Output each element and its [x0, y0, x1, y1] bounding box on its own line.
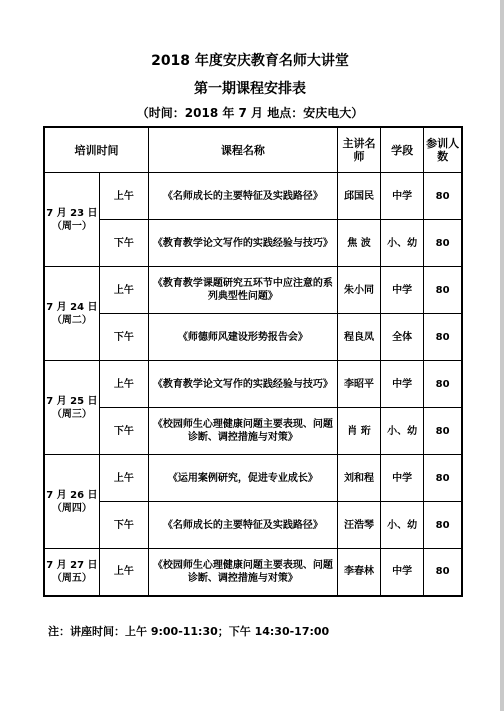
course-cell: 《教育教学课题研究五环节中应注意的系列典型性问题》: [148, 267, 337, 314]
level-cell: 全体: [381, 314, 424, 361]
header-training-time: 培训时间: [44, 127, 148, 173]
level-cell: 中学: [381, 173, 424, 220]
table-row: [44, 455, 462, 502]
header-row: [44, 127, 462, 173]
course-cell: 《名师成长的主要特征及实践路径》: [148, 502, 337, 549]
table-row: [44, 173, 462, 220]
period-cell: 上午: [99, 361, 148, 408]
date-cell: [44, 267, 99, 361]
period-cell: 下午: [99, 408, 148, 455]
date-text: 7 月 27 日: [46, 559, 98, 571]
period-cell: 上午: [99, 549, 148, 596]
count-cell: 80: [424, 173, 462, 220]
document-title: 2018 年度安庆教育名师大讲堂: [151, 53, 349, 69]
lecturer-cell: 邱国民: [337, 173, 380, 220]
weekday-text: （周二）: [51, 314, 92, 326]
count-cell: 80: [424, 502, 462, 549]
date-cell: [44, 173, 99, 267]
date-text: 7 月 24 日: [46, 301, 98, 313]
level-cell: 小、幼: [381, 220, 424, 267]
course-cell: 《校园师生心理健康问题主要表现、问题诊断、调控措施与对策》: [148, 549, 337, 596]
level-cell: 中学: [381, 455, 424, 502]
level-cell: 中学: [381, 267, 424, 314]
lecturer-cell: 李昭平: [337, 361, 380, 408]
table-row: [44, 549, 462, 596]
table-row: [44, 267, 462, 314]
course-cell: 《师德师风建设形势报告会》: [148, 314, 337, 361]
period-cell: 上午: [99, 173, 148, 220]
date-cell: [44, 455, 99, 549]
table-row: [44, 361, 462, 408]
course-cell: 《校园师生心理健康问题主要表现、问题诊断、调控措施与对策》: [148, 408, 337, 455]
header-course-name: 课程名称: [148, 127, 337, 173]
period-cell: 下午: [99, 220, 148, 267]
period-cell: 上午: [99, 267, 148, 314]
count-cell: 80: [424, 455, 462, 502]
date-text: 7 月 25 日: [46, 395, 98, 407]
lecturer-cell: 李春林: [337, 549, 380, 596]
page-edge: [500, 0, 504, 711]
date-cell: [44, 549, 99, 596]
count-cell: 80: [424, 267, 462, 314]
weekday-text: （周三）: [51, 408, 92, 420]
period-cell: 下午: [99, 502, 148, 549]
schedule-note: 注：讲座时间：上午 9:00-11:30；下午 14:30-17:00: [48, 625, 330, 638]
weekday-text: （周一）: [51, 220, 92, 232]
period-cell: 上午: [99, 455, 148, 502]
weekday-text: （周五）: [51, 572, 92, 584]
lecturer-cell: 汪浩琴: [337, 502, 380, 549]
level-cell: 中学: [381, 549, 424, 596]
count-cell: 80: [424, 549, 462, 596]
weekday-text: （周四）: [51, 502, 92, 514]
count-cell: 80: [424, 361, 462, 408]
lecturer-cell: 肖 珩: [337, 408, 380, 455]
lecturer-cell: 程良凤: [337, 314, 380, 361]
count-cell: 80: [424, 220, 462, 267]
course-cell: 《教育教学论文写作的实践经验与技巧》: [148, 220, 337, 267]
date-text: 7 月 23 日: [46, 207, 98, 219]
count-cell: 80: [424, 408, 462, 455]
document-time-location: （时间：2018 年 7 月 地点：安庆电大）: [136, 106, 364, 120]
table-row: [44, 220, 462, 267]
document-subtitle: 第一期课程安排表: [194, 81, 306, 97]
header-lecturer: 主讲名师: [337, 127, 380, 173]
header-count: 参训人数: [424, 127, 462, 173]
lecturer-cell: 焦 波: [337, 220, 380, 267]
course-cell: 《运用案例研究，促进专业成长》: [148, 455, 337, 502]
date-cell: [44, 361, 99, 455]
period-cell: 下午: [99, 314, 148, 361]
level-cell: 小、幼: [381, 502, 424, 549]
lecturer-cell: 刘和程: [337, 455, 380, 502]
table-row: [44, 314, 462, 361]
count-cell: 80: [424, 314, 462, 361]
level-cell: 中学: [381, 361, 424, 408]
lecturer-cell: 朱小同: [337, 267, 380, 314]
table-row: [44, 502, 462, 549]
date-text: 7 月 26 日: [46, 489, 98, 501]
schedule-table: [43, 126, 463, 597]
header-level: 学段: [381, 127, 424, 173]
level-cell: 小、幼: [381, 408, 424, 455]
course-cell: 《教育教学论文写作的实践经验与技巧》: [148, 361, 337, 408]
table-row: [44, 408, 462, 455]
course-cell: 《名师成长的主要特征及实践路径》: [148, 173, 337, 220]
